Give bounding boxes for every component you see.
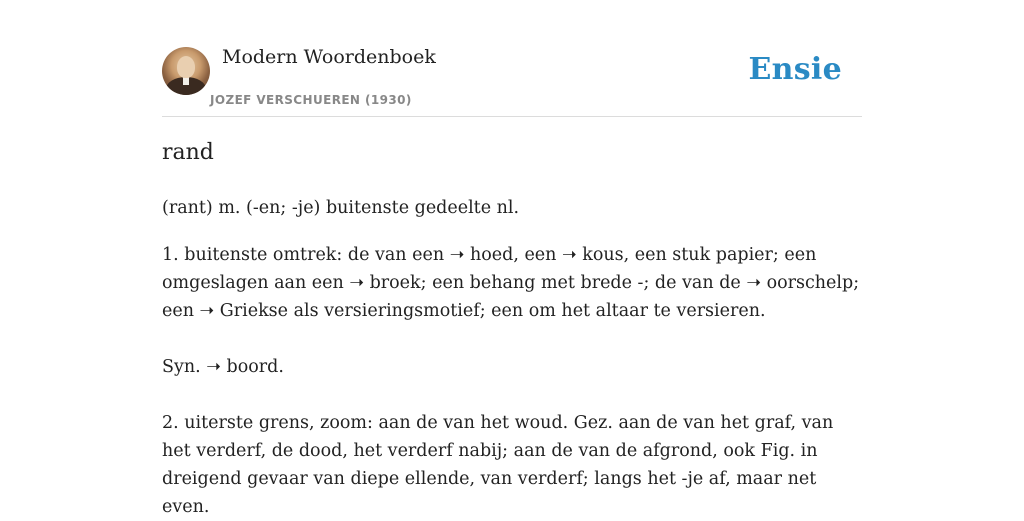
link-boord[interactable]: boord <box>226 357 279 377</box>
synonym-label: Syn. <box>162 357 207 377</box>
dictionary-author: JOZEF VERSCHUEREN (1930) <box>210 93 412 107</box>
grammar-line: (rant) m. (-en; -je) buitenste gedeelte nl. <box>162 198 520 218</box>
link-arrow-icon: ➝ <box>746 273 767 293</box>
link-oorschelp[interactable]: oorschelp <box>766 273 854 293</box>
link-arrow-icon: ➝ <box>449 245 470 265</box>
paragraph-gap <box>162 381 862 409</box>
author-avatar <box>162 47 210 95</box>
sense-1 <box>162 241 862 325</box>
sense-1-text: 1. buitenste omtrek: de van een <box>162 245 450 265</box>
paragraph-gap <box>162 325 862 353</box>
sense-1-text: ; een <box>162 273 860 321</box>
link-arrow-icon: ➝ <box>561 245 583 265</box>
sense-2: 2. uiterste grens, zoom: aan de van het woud. Gez. aan de van het graf, van het verderf, de dood, het verderf nabij; aan de van de afgrond, ook Fig. in dreigend gevaar van diepe ellende, van verderf; langs het -je af, maar net even. <box>162 413 834 517</box>
entry-body <box>162 194 862 521</box>
sense-1-text: , een <box>513 245 562 265</box>
ensie-logo[interactable]: Ensie <box>748 52 842 87</box>
link-broek[interactable]: broek <box>369 273 421 293</box>
entry-card <box>162 0 862 517</box>
link-kous[interactable]: kous <box>582 245 624 265</box>
dictionary-header <box>162 0 862 117</box>
avatar-face <box>177 56 195 78</box>
link-arrow-icon: ➝ <box>206 357 227 377</box>
link-arrow-icon: ➝ <box>199 301 220 321</box>
sense-1-text: , een stuk papier; een omgeslagen aan een <box>162 245 817 293</box>
link-hoed[interactable]: hoed <box>469 245 514 265</box>
synonym-suffix: . <box>278 357 284 377</box>
link-arrow-icon: ➝ <box>349 273 370 293</box>
avatar-collar <box>183 77 189 85</box>
sense-1-text: ; een behang met brede -; de van de <box>420 273 747 293</box>
headword: rand <box>162 140 214 165</box>
link-griekse[interactable]: Griekse <box>219 301 289 321</box>
sense-1-text: als versieringsmotief; een om het altaar te versieren. <box>288 301 766 321</box>
synonym-line <box>162 353 862 381</box>
dictionary-title[interactable]: Modern Woordenboek <box>222 46 436 68</box>
